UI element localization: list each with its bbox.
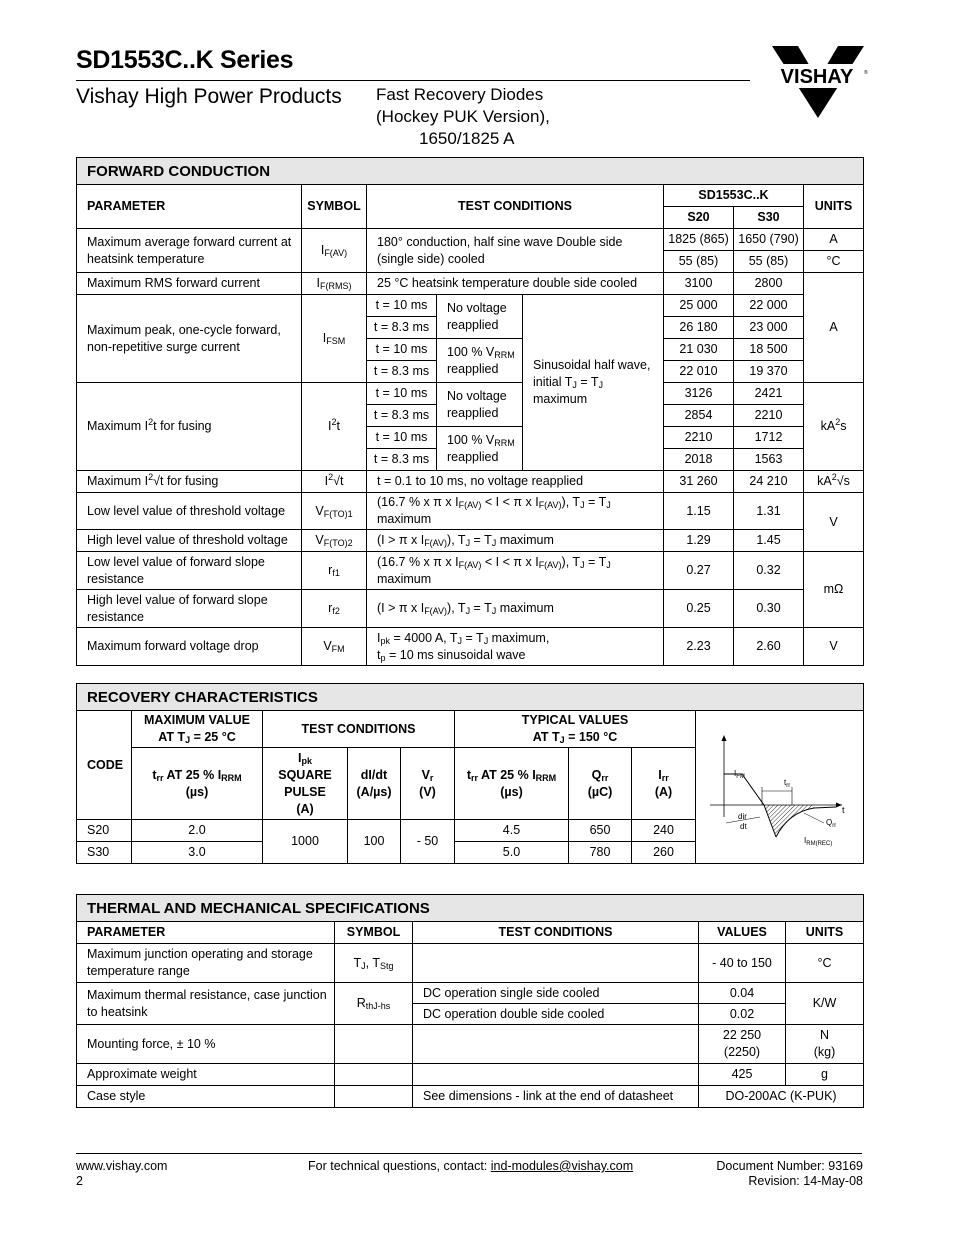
code-cell: S20 [77,820,132,842]
col-irr: $I_{rr}$ (A) [632,748,696,820]
param-threshold-high: High level value of threshold voltage [77,530,302,552]
col-s20: S20 [664,207,734,229]
col-units: UNITS [786,922,864,944]
symbol-i2sqrt-t: $I^2√t$ [302,471,367,493]
value-cell: 2210 [734,405,804,427]
value-cell: 3.0 [132,842,263,864]
test-double-side: DC operation double side cooled [413,1004,699,1025]
symbol-vfm: $V_{FM}$ [302,628,367,666]
param-avg-current: Maximum average forward current at heatsink temperature [77,229,302,273]
value-cell: 0.30 [734,590,804,628]
diagram-label-trr: $t_{rr}$ [784,778,791,789]
empty-cell [335,1064,413,1086]
value-cell: 22 010 [664,361,734,383]
document-number: Document Number: 93169 [716,1159,863,1173]
value-cell: 22 250 (2250) [699,1025,786,1064]
col-symbol: SYMBOL [335,922,413,944]
value-cell: 5.0 [455,842,569,864]
contact-email-link[interactable]: ind-modules@vishay.com [490,1159,634,1173]
param-thermal-resistance: Maximum thermal resistance, case junction to heatsink [77,983,335,1025]
test-high-level: (I > π x $I_{F(AV)}$), $T_J = T_J$ maximum [367,530,664,552]
diagram-label-irm: $I_{RM(REC)}$ [804,836,833,847]
param-weight: Approximate weight [77,1064,335,1086]
param-i2sqrt-t: Maximum $I^2√t$ for fusing [77,471,302,493]
col-symbol: SYMBOL [302,185,367,229]
col-test-conditions: TEST CONDITIONS [413,922,699,944]
value-cell: 650 [569,820,632,842]
recovery-section-title: RECOVERY CHARACTERISTICS [77,684,864,711]
test-i2sqrt-t: t = 0.1 to 10 ms, no voltage reapplied [367,471,664,493]
vrrm-note: 100 % $V_{RRM}$ reapplied [437,427,523,471]
symbol-ifav: $I_{F(AV)}$ [302,229,367,273]
unit-cell: $kA^2s$ [804,383,864,471]
unit-cell: °C [804,251,864,273]
subtitle-line: Fast Recovery Diodes [376,85,544,104]
value-cell: 55 (85) [664,251,734,273]
col-trr-typ: $t_{rr}$ AT 25 % $I_{RRM}$ (µs) [455,748,569,820]
param-threshold-low: Low level value of threshold voltage [77,493,302,530]
forward-section-title: FORWARD CONDUCTION [77,158,864,185]
diagram-label-didt-bottom: dt [740,822,747,831]
value-cell: 1.31 [734,493,804,530]
unit-cell: g [786,1064,864,1086]
value-cell: 1000 [263,820,348,864]
value-cell: 19 370 [734,361,804,383]
col-didt: dI/dt (A/µs) [348,748,401,820]
test-rms-current: 25 °C heatsink temperature double side cooled [367,273,664,295]
diagram-label-ifm: $I_{FM}$ [734,769,745,780]
value-cell: 2018 [664,449,734,471]
col-vr: $V_r$ (V) [401,748,455,820]
thermal-section-title: THERMAL AND MECHANICAL SPECIFICATIONS [77,895,864,922]
param-case-style: Case style [77,1086,335,1108]
sinusoidal-note: Sinusoidal half wave, initial $T_J = T_J$ maximum [523,295,664,471]
value-cell: 55 (85) [734,251,804,273]
value-cell: 25 000 [664,295,734,317]
col-test-conditions: TEST CONDITIONS [263,711,455,748]
time-cell: t = 10 ms [367,339,437,361]
symbol-rf2: $r_{f2}$ [302,590,367,628]
value-cell: 2210 [664,427,734,449]
empty-cell [413,944,699,983]
value-cell: 0.02 [699,1004,786,1025]
value-cell: 1.29 [664,530,734,552]
symbol-ifsm: $I_{FSM}$ [302,295,367,383]
unit-cell: $kA^2√s$ [804,471,864,493]
value-cell: 100 [348,820,401,864]
value-cell: 1.45 [734,530,804,552]
value-cell: 1563 [734,449,804,471]
col-parameter: PARAMETER [77,185,302,229]
param-surge-current: Maximum peak, one-cycle forward, non-repetitive surge current [77,295,302,383]
revision: Revision: 14-May-08 [748,1174,863,1188]
footer-rule [76,1153,862,1154]
value-cell: 2.60 [734,628,804,666]
symbol-rthj-hs: $R_{thJ-hs}$ [335,983,413,1025]
page-number: 2 [76,1174,83,1188]
vishay-logo [768,40,868,120]
symbol-ifrms: $I_{F(RMS)}$ [302,273,367,295]
empty-cell [413,1025,699,1064]
value-cell: DO-200AC (K-PUK) [699,1086,864,1108]
col-s30: S30 [734,207,804,229]
no-voltage-note: No voltage reapplied [437,295,523,339]
value-cell: 0.27 [664,552,734,590]
value-cell: 31 260 [664,471,734,493]
symbol-tj-tstg: $T_J$, $T_{Stg}$ [335,944,413,983]
subtitle-line: (Hockey PUK Version), [376,107,550,126]
recovery-table [76,683,864,864]
svg-text:®: ® [864,70,868,76]
footer-left [76,1159,167,1189]
document-title: SD1553C..K Series [76,46,294,74]
param-i2t: Maximum $I^2t$ for fusing [77,383,302,471]
time-cell: t = 8.3 ms [367,361,437,383]
param-slope-high: High level value of forward slope resistance [77,590,302,628]
value-cell: 0.04 [699,983,786,1004]
col-parameter: PARAMETER [77,922,335,944]
value-cell: - 40 to 150 [699,944,786,983]
test-case-style: See dimensions - link at the end of datasheet [413,1086,699,1108]
no-voltage-note: No voltage reapplied [437,383,523,427]
test-low-level: (16.7 % x π x $I_{F(AV)} < I < \pi$ x $I_{F(AV)}$), $T_J = T_J$ maximum [367,552,664,590]
value-cell: 2.0 [132,820,263,842]
test-low-level: (16.7 % x π x $I_{F(AV)} < I < \pi$ x $I_{F(AV)}$), $T_J = T_J$ maximum [367,493,664,530]
value-cell: 425 [699,1064,786,1086]
code-cell: S30 [77,842,132,864]
diagram-label-didt-top: dir [738,812,747,821]
value-cell: 3100 [664,273,734,295]
value-cell: 2854 [664,405,734,427]
time-cell: t = 8.3 ms [367,405,437,427]
col-ipk: $I_{pk}$ SQUARE PULSE (A) [263,748,348,820]
col-group: SD1553C..K [664,185,804,207]
col-code: CODE [77,711,132,820]
diagram-label-qrr: $Q_{rr}$ [826,818,837,829]
time-cell: t = 10 ms [367,295,437,317]
symbol-vfto1: $V_{F(TO)1}$ [302,493,367,530]
value-cell: 18 500 [734,339,804,361]
col-values: VALUES [699,922,786,944]
recovery-diagram-cell [696,711,864,864]
value-cell: 21 030 [664,339,734,361]
time-cell: t = 8.3 ms [367,449,437,471]
time-cell: t = 10 ms [367,383,437,405]
value-cell: 2800 [734,273,804,295]
value-cell: 24 210 [734,471,804,493]
value-cell: 260 [632,842,696,864]
value-cell: 1712 [734,427,804,449]
value-cell: 1650 (790) [734,229,804,251]
empty-cell [335,1025,413,1064]
footer-contact [308,1159,633,1174]
value-cell: 780 [569,842,632,864]
symbol-i2t: $I^2t$ [302,383,367,471]
contact-label: For technical questions, contact: [308,1159,491,1173]
title-rule [76,80,750,81]
param-junction-temp: Maximum junction operating and storage temperature range [77,944,335,983]
unit-cell: A [804,273,864,383]
value-cell: 2421 [734,383,804,405]
param-rms-current: Maximum RMS forward current [77,273,302,295]
value-cell: 22 000 [734,295,804,317]
value-cell: 1.15 [664,493,734,530]
unit-cell: N (kg) [786,1025,864,1064]
website-link[interactable]: www.vishay.com [76,1159,168,1173]
value-cell: 0.32 [734,552,804,590]
product-subtitle [376,84,568,150]
test-single-side: DC operation single side cooled [413,983,699,1004]
unit-cell: °C [786,944,864,983]
col-units: UNITS [804,185,864,229]
test-high-level: (I > π x $I_{F(AV)}$), $T_J = T_J$ maximum [367,590,664,628]
value-cell: 3126 [664,383,734,405]
value-cell: 0.25 [664,590,734,628]
footer-right [716,1159,863,1189]
subtitle-line: 1650/1825 A [419,129,515,148]
unit-cell: K/W [786,983,864,1025]
col-max-value: MAXIMUM VALUE AT $T_J = 25$ °C [132,711,263,748]
value-cell: 23 000 [734,317,804,339]
unit-cell: V [804,493,864,552]
param-slope-low: Low level value of forward slope resistance [77,552,302,590]
unit-cell: mΩ [804,552,864,628]
param-forward-voltage: Maximum forward voltage drop [77,628,302,666]
value-cell: 4.5 [455,820,569,842]
col-test-conditions: TEST CONDITIONS [367,185,664,229]
col-trr-max: $t_{rr}$ AT 25 % $I_{RRM}$ (µs) [132,748,263,820]
symbol-rf1: $r_{f1}$ [302,552,367,590]
empty-cell [413,1064,699,1086]
forward-conduction-table [76,157,864,666]
brand-line: Vishay High Power Products [76,85,342,108]
time-cell: t = 8.3 ms [367,317,437,339]
time-cell: t = 10 ms [367,427,437,449]
value-cell: 240 [632,820,696,842]
unit-cell: A [804,229,864,251]
value-cell: 1825 (865) [664,229,734,251]
col-typical-values: TYPICAL VALUES AT $T_J = 150$ °C [455,711,696,748]
symbol-vfto2: $V_{F(TO)2}$ [302,530,367,552]
empty-cell [335,1086,413,1108]
vrrm-note: 100 % $V_{RRM}$ reapplied [437,339,523,383]
test-avg-current: 180° conduction, half sine wave Double side (single side) cooled [367,229,664,273]
param-mounting-force: Mounting force, ± 10 % [77,1025,335,1064]
test-forward-voltage: $I_{pk} = 4000$ A, $T_J = T_J$ maximum, $t_p = 10$ ms sinusoidal wave [367,628,664,666]
value-cell: - 50 [401,820,455,864]
value-cell: 26 180 [664,317,734,339]
recovery-waveform-diagram [696,717,860,857]
diagram-label-t: t [842,805,845,815]
value-cell: 2.23 [664,628,734,666]
logo-text: VISHAY [780,66,854,88]
col-qrr: $Q_{rr}$ (µC) [569,748,632,820]
thermal-table [76,894,864,1108]
unit-cell: V [804,628,864,666]
